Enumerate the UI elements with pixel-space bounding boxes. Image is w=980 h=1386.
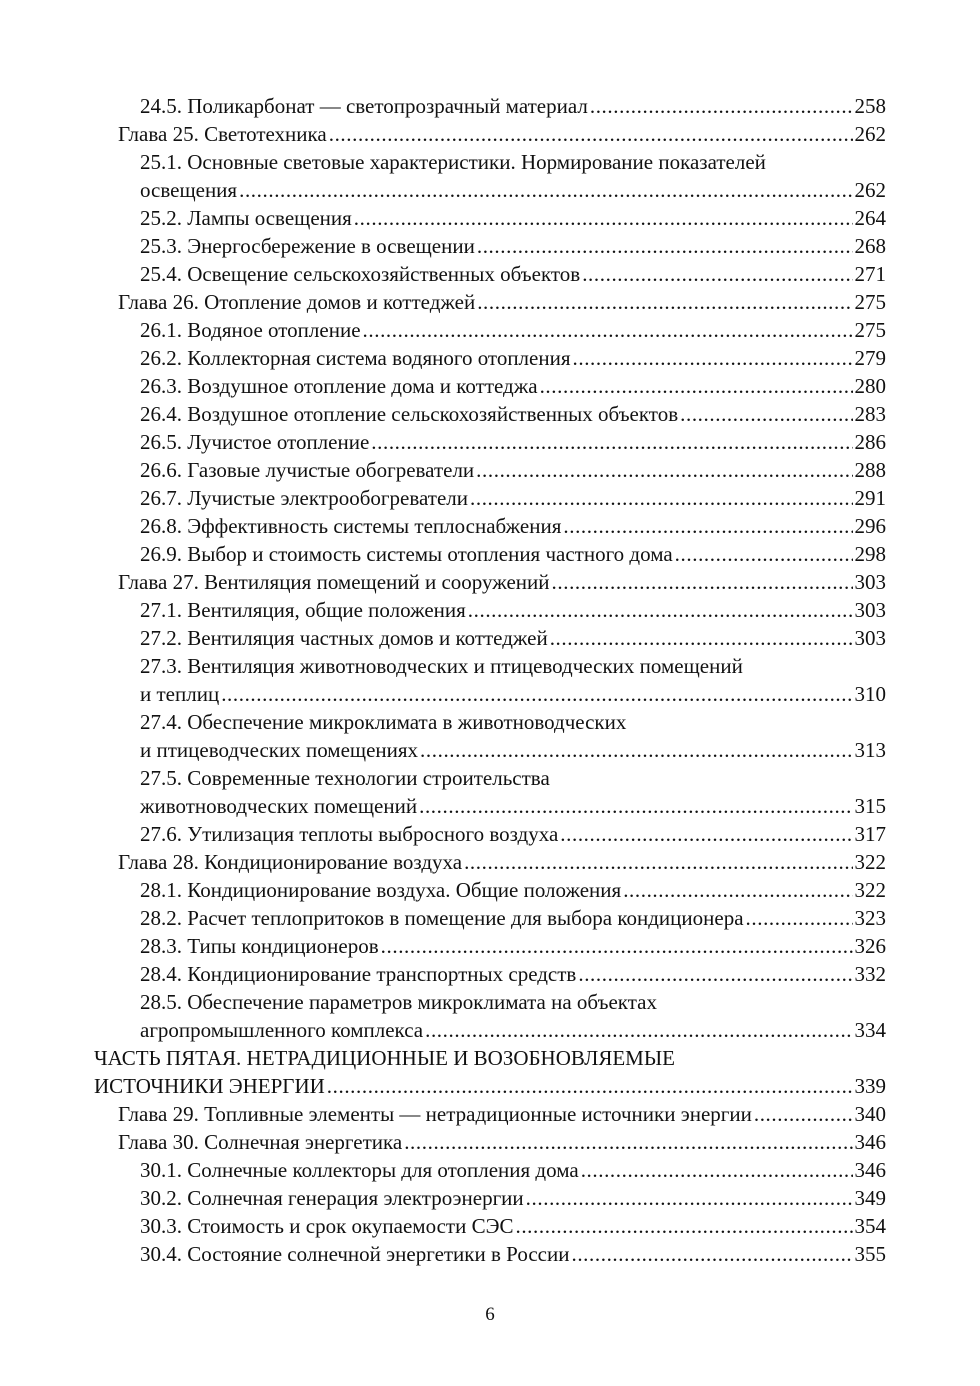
toc-entry-page: 326 — [854, 934, 886, 958]
toc-entry-title: Глава 27. Вентиляция помещений и сооружений — [118, 570, 550, 594]
toc-entry-title-line: 27.4. Обеспечение микроклимата в животноводческих — [140, 710, 627, 734]
toc-entry-page: 262 — [854, 122, 886, 146]
toc-entry-title: агропромышленного комплекса — [140, 1018, 424, 1042]
toc-section — [94, 372, 886, 400]
dot-leader — [526, 1184, 853, 1212]
toc-section — [94, 540, 886, 568]
toc-entry-title: 26.1. Водяное отопление — [140, 318, 361, 342]
toc-entry-page: 322 — [854, 850, 886, 874]
toc-section — [94, 904, 886, 932]
dot-leader — [590, 92, 853, 120]
toc-section — [94, 148, 886, 204]
toc-entry-title-line: ЧАСТЬ ПЯТАЯ. НЕТРАДИЦИОННЫЕ И ВОЗОБНОВЛЯЕМЫЕ — [94, 1046, 675, 1070]
toc-entry-page: 355 — [854, 1242, 886, 1266]
dot-leader — [371, 428, 852, 456]
toc-entry-title: Глава 28. Кондиционирование воздуха — [118, 850, 463, 874]
toc-chapter — [94, 288, 886, 316]
toc-section — [94, 456, 886, 484]
dot-leader — [425, 1016, 852, 1044]
dot-leader — [560, 820, 852, 848]
dot-leader — [515, 1212, 852, 1240]
toc-entry-title: 26.4. Воздушное отопление сельскохозяйственных объектов — [140, 402, 679, 426]
toc-entry-page: 303 — [854, 626, 886, 650]
toc-section — [94, 708, 886, 764]
toc-entry-page: 262 — [854, 178, 886, 202]
toc-entry-title: Глава 30. Солнечная энергетика — [118, 1130, 403, 1154]
toc-entry-page: 310 — [854, 682, 886, 706]
toc-entry-title: и теплиц — [140, 682, 220, 706]
toc-entry-title: 28.1. Кондиционирование воздуха. Общие положения — [140, 878, 622, 902]
dot-leader — [578, 960, 852, 988]
dot-leader — [239, 176, 852, 204]
toc-section — [94, 876, 886, 904]
table-of-contents — [94, 92, 886, 1268]
toc-section — [94, 596, 886, 624]
toc-section — [94, 932, 886, 960]
dot-leader — [476, 456, 852, 484]
dot-leader — [540, 372, 853, 400]
toc-entry-title: 25.3. Энергосбережение в освещении — [140, 234, 475, 258]
toc-section — [94, 400, 886, 428]
toc-entry-page: 334 — [854, 1018, 886, 1042]
toc-entry-title: 30.4. Состояние солнечной энергетики в России — [140, 1242, 570, 1266]
toc-entry-title: Глава 29. Топливные элементы — нетрадиционные источники энергии — [118, 1102, 752, 1126]
dot-leader — [581, 1156, 853, 1184]
toc-entry-title: 30.3. Стоимость и срок окупаемости СЭС — [140, 1214, 514, 1238]
toc-entry-title: 28.2. Расчет теплопритоков в помещение для выбора кондиционера — [140, 906, 744, 930]
toc-entry-page: 268 — [854, 234, 886, 258]
dot-leader — [363, 316, 853, 344]
toc-entry-title: 26.3. Воздушное отопление дома и коттеджа — [140, 374, 538, 398]
toc-entry-page: 303 — [854, 598, 886, 622]
toc-entry-title-line: 27.3. Вентиляция животноводческих и птицеводческих помещений — [140, 654, 743, 678]
dot-leader — [354, 204, 853, 232]
toc-section — [94, 624, 886, 652]
dot-leader — [563, 512, 852, 540]
toc-section — [94, 1240, 886, 1268]
toc-entry-title: 26.6. Газовые лучистые обогреватели — [140, 458, 475, 482]
toc-entry-page: 349 — [854, 1186, 886, 1210]
toc-entry-page: 280 — [854, 374, 886, 398]
toc-entry-page: 286 — [854, 430, 886, 454]
toc-entry-title: 27.6. Утилизация теплоты выбросного воздуха — [140, 822, 559, 846]
toc-entry-page: 271 — [854, 262, 886, 286]
toc-entry-title: 27.1. Вентиляция, общие положения — [140, 598, 466, 622]
toc-entry-page: 291 — [854, 486, 886, 510]
dot-leader — [419, 792, 852, 820]
toc-section — [94, 1184, 886, 1212]
toc-entry-title: Глава 25. Светотехника — [118, 122, 327, 146]
dot-leader — [573, 344, 853, 372]
toc-section — [94, 1212, 886, 1240]
toc-entry-page: 317 — [854, 822, 886, 846]
toc-entry-page: 275 — [854, 318, 886, 342]
toc-entry-title: 25.2. Лампы освещения — [140, 206, 352, 230]
toc-entry-page: 339 — [854, 1074, 886, 1098]
toc-entry-title: 24.5. Поликарбонат — светопрозрачный материал — [140, 94, 588, 118]
toc-entry-title: 28.4. Кондиционирование транспортных средств — [140, 962, 577, 986]
toc-section — [94, 484, 886, 512]
toc-entry-page: 275 — [854, 290, 886, 314]
toc-section — [94, 428, 886, 456]
toc-entry-title-line: 25.1. Основные световые характеристики. Нормирование показателей — [140, 150, 766, 174]
toc-entry-page: 264 — [854, 206, 886, 230]
toc-entry-page: 323 — [854, 906, 886, 930]
dot-leader — [746, 904, 853, 932]
toc-section — [94, 260, 886, 288]
dot-leader — [420, 736, 852, 764]
dot-leader — [582, 260, 852, 288]
dot-leader — [675, 540, 853, 568]
dot-leader — [327, 1072, 853, 1100]
toc-entry-page: 332 — [854, 962, 886, 986]
dot-leader — [754, 1100, 853, 1128]
toc-section — [94, 92, 886, 120]
toc-section — [94, 512, 886, 540]
toc-entry-title: 26.5. Лучистое отопление — [140, 430, 370, 454]
dot-leader — [464, 848, 852, 876]
dot-leader — [221, 680, 852, 708]
dot-leader — [477, 232, 853, 260]
dot-leader — [468, 596, 853, 624]
toc-part — [94, 1044, 886, 1100]
dot-leader — [680, 400, 852, 428]
toc-entry-title: 26.8. Эффективность системы теплоснабжения — [140, 514, 562, 538]
dot-leader — [571, 1240, 852, 1268]
toc-entry-page: 296 — [854, 514, 886, 538]
toc-section — [94, 232, 886, 260]
toc-entry-title-line: 27.5. Современные технологии строительства — [140, 766, 550, 790]
toc-entry-page: 288 — [854, 458, 886, 482]
toc-entry-title: 26.7. Лучистые электрообогреватели — [140, 486, 468, 510]
dot-leader — [381, 932, 853, 960]
toc-entry-title: 27.2. Вентиляция частных домов и коттеджей — [140, 626, 548, 650]
toc-section — [94, 316, 886, 344]
toc-entry-title: 30.1. Солнечные коллекторы для отопления дома — [140, 1158, 579, 1182]
toc-section — [94, 652, 886, 708]
toc-entry-title: освещения — [140, 178, 238, 202]
toc-entry-page: 346 — [854, 1130, 886, 1154]
toc-entry-title: 25.4. Освещение сельскохозяйственных объектов — [140, 262, 581, 286]
toc-section — [94, 1156, 886, 1184]
toc-entry-page: 279 — [854, 346, 886, 370]
toc-entry-title: 30.2. Солнечная генерация электроэнергии — [140, 1186, 524, 1210]
toc-entry-page: 258 — [854, 94, 886, 118]
toc-entry-title: 26.9. Выбор и стоимость системы отопления частного дома — [140, 542, 673, 566]
toc-entry-page: 354 — [854, 1214, 886, 1238]
page-number: 6 — [485, 1304, 495, 1325]
toc-section — [94, 960, 886, 988]
toc-section — [94, 764, 886, 820]
toc-entry-page: 346 — [854, 1158, 886, 1182]
toc-chapter — [94, 1128, 886, 1156]
dot-leader — [477, 288, 852, 316]
toc-entry-title: 26.2. Коллекторная система водяного отопления — [140, 346, 571, 370]
dot-leader — [623, 876, 852, 904]
toc-chapter — [94, 848, 886, 876]
toc-entry-title: ИСТОЧНИКИ ЭНЕРГИИ — [94, 1074, 325, 1098]
toc-entry-page: 283 — [854, 402, 886, 426]
dot-leader — [404, 1128, 852, 1156]
dot-leader — [329, 120, 853, 148]
dot-leader — [552, 568, 853, 596]
toc-entry-title: 28.3. Типы кондиционеров — [140, 934, 379, 958]
toc-chapter — [94, 1100, 886, 1128]
toc-section — [94, 988, 886, 1044]
toc-entry-title: Глава 26. Отопление домов и коттеджей — [118, 290, 476, 314]
toc-section — [94, 344, 886, 372]
toc-entry-page: 322 — [854, 878, 886, 902]
toc-entry-title: и птицеводческих помещениях — [140, 738, 419, 762]
toc-entry-page: 313 — [854, 738, 886, 762]
toc-chapter — [94, 120, 886, 148]
toc-entry-title-line: 28.5. Обеспечение параметров микроклимата на объектах — [140, 990, 657, 1014]
toc-entry-page: 303 — [854, 570, 886, 594]
toc-entry-page: 340 — [854, 1102, 886, 1126]
toc-entry-title: животноводческих помещений — [140, 794, 418, 818]
toc-entry-page: 298 — [854, 542, 886, 566]
dot-leader — [550, 624, 853, 652]
dot-leader — [470, 484, 853, 512]
toc-section — [94, 204, 886, 232]
toc-section — [94, 820, 886, 848]
toc-entry-page: 315 — [854, 794, 886, 818]
toc-chapter — [94, 568, 886, 596]
